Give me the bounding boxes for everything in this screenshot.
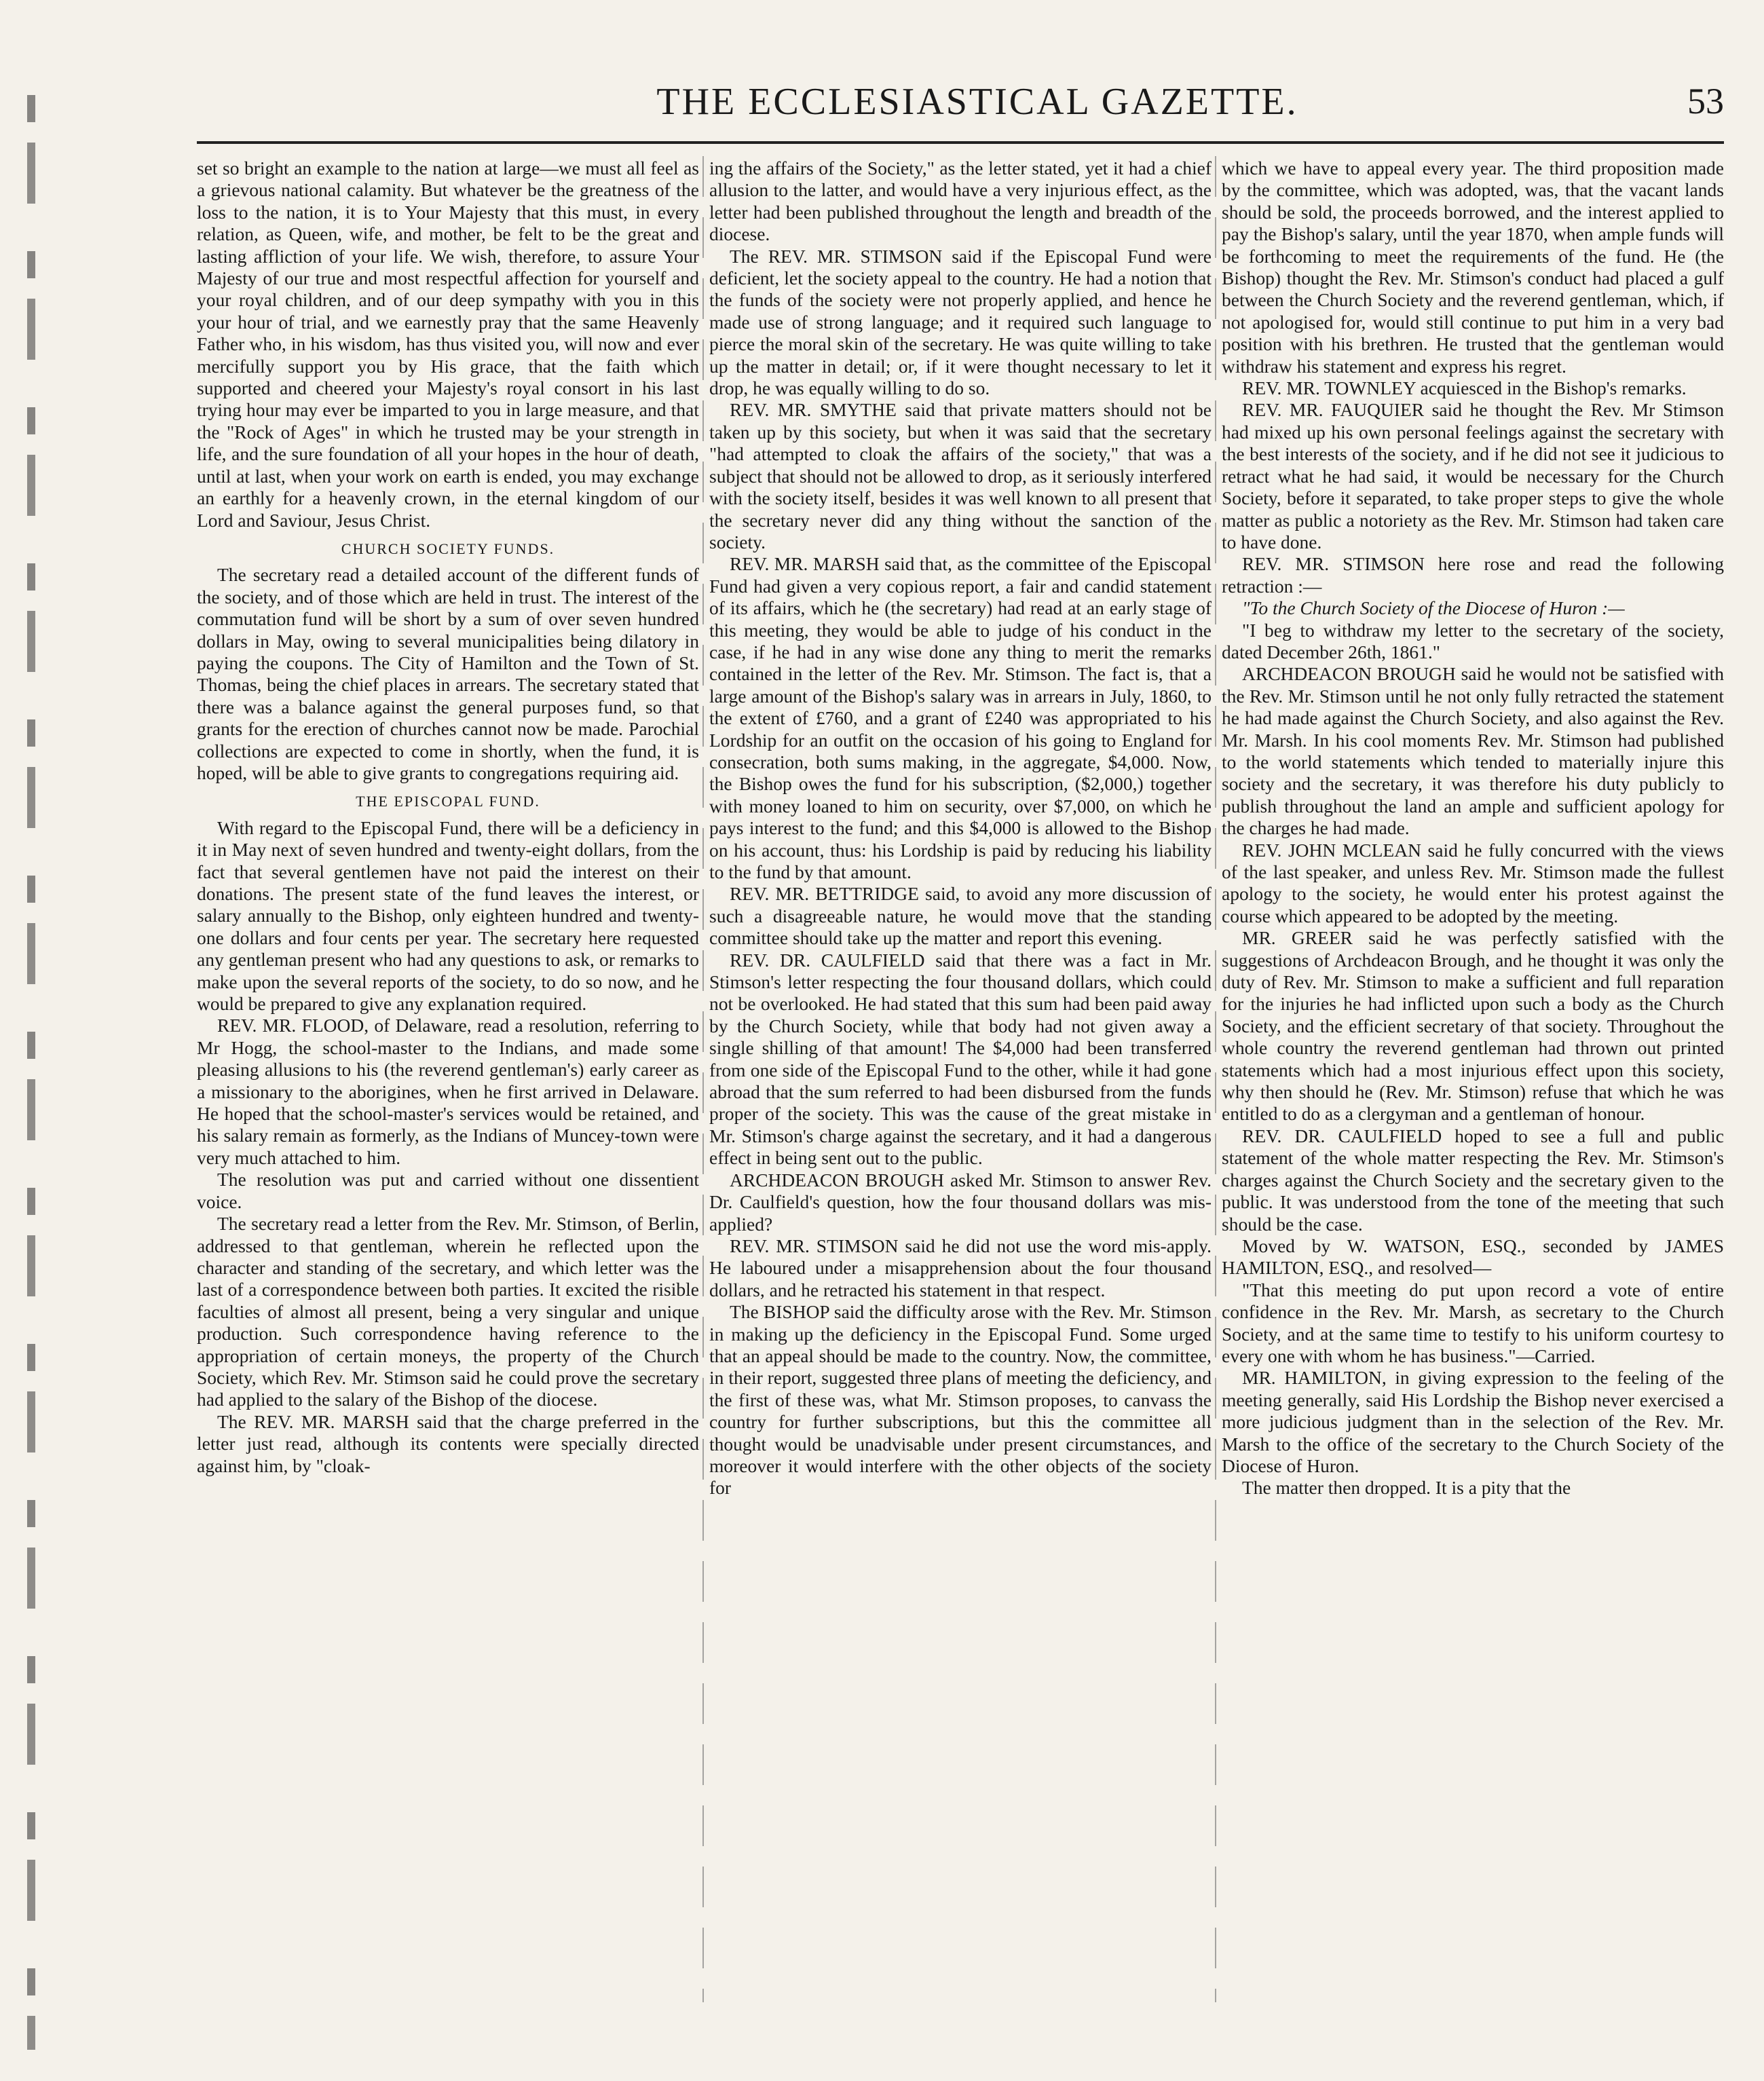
paragraph: ARCHDEACON BROUGH asked Mr. Stimson to answer Rev. Dr. Caulfield's question, how the four thousand dollars was mis-applied? [709,1169,1212,1235]
paragraph: REV. JOHN MCLEAN said he fully concurred with the views of the last speaker, and unless Rev. Mr. Stimson made the fullest apology to the society, he would enter his protest against the course which appeared to be adopted by the meeting. [1222,839,1724,926]
binding-edge-mark [27,95,35,2050]
paragraph: The resolution was put and carried without one dissentient voice. [197,1169,699,1212]
paragraph: REV. MR. FLOOD, of Delaware, read a resolution, referring to Mr Hogg, the school-master to the Indians, and made some pleasing allusions to his (the reverend gentleman's) early career as a missionary to the aborigines, when he first arrived in Delaware. He hoped that the school-master's services would be retained, and his salary remain as formerly, as the Indians of Muncey-town were very much attached to him. [197,1015,699,1168]
column-1 [197,157,699,2044]
section-heading: CHURCH SOCIETY FUNDS. [341,540,555,557]
paragraph: The matter then dropped. It is a pity that the [1242,1477,1571,1499]
paragraph: The REV. MR. MARSH said that the charge preferred in the letter just read, although its contents were specially directed against him, by "cloak- [197,1410,699,1476]
paragraph: The BISHOP said the difficulty arose with the Rev. Mr. Stimson in making up the deficiency in the Episcopal Fund. Some urged that an appeal should be made to the country. Now, the committee, in their report, suggested three plans of meeting the deficiency, and the first of these was, what Mr. Stimson proposes, to canvass the country for further subscriptions, but this the committee all thought would be unadvisable under present circumstances, and moreover it would interfere with the other objects of the society for [709,1301,1212,1499]
paragraph: Moved by W. WATSON, ESQ., seconded by JAMES HAMILTON, ESQ., and resolved— [1222,1235,1724,1279]
paragraph: REV. DR. CAULFIELD hoped to see a full and public statement of the whole matter respecting the Rev. Mr. Stimson's charges against the Church Society and the secretary given to the public. It was understood from the tone of the meeting that such should be the case. [1222,1125,1724,1235]
paragraph: which we have to appeal every year. The third proposition made by the committee, which was adopted, was, that the vacant lands should be sold, the proceeds borrowed, and the interest applied to pay the Bishop's salary, until the year 1870, when ample funds will be forthcoming to meet the requirements of the fund. He (the Bishop) thought the Rev. Mr. Stimson's conduct had placed a gulf between the Church Society and the reverend gentleman, which, if not apologised for, would still continue to put him in a very bad position with his brethren. He trusted that the gentleman would withdraw his statement and express his regret. [1222,157,1724,377]
paragraph: MR. GREER said he was perfectly satisfied with the suggestions of Archdeacon Brough, and he thought it was only the duty of Rev. Mr. Stimson to make a sufficient and full reparation for the injuries he had inflicted upon such a body as the Church Society, and the efficient secretary of that society. Throughout the whole country the reverend gentleman had thrown out printed statements which had a most injurious effect upon this society, why then should he (Rev. Mr. Stimson) refuse that which he was entitled to do as a clergyman and a gentleman of honour. [1222,927,1724,1125]
paragraph: REV. MR. SMYTHE said that private matters should not be taken up by this society, but when it was said that the secretary "had attempted to cloak the affairs of the society," that was a subject that should not be allowed to drop, as it seriously interfered with the society itself, besides it was well known to all present that the secretary never did any thing without the sanction of the society. [709,399,1212,552]
paragraph: REV. MR. STIMSON here rose and read the following retraction :— [1222,553,1724,597]
page-header [197,80,1724,134]
column-divider [1215,156,1216,2002]
paragraph: The secretary read a letter from the Rev. Mr. Stimson, of Berlin, addressed to that gentleman, wherein he reflected upon the character and standing of the secretary, and which letter was the last of a correspondence between both parties. It excited the risible faculties of almost all present, being a very singular and unique production. Such correspondence having reference to the appropriation of certain moneys, the property of the Church Society, which Rev. Mr. Stimson said he could prove the secretary had applied to the salary of the Bishop of the diocese. [197,1213,699,1410]
paragraph: REV. MR. FAUQUIER said he thought the Rev. Mr Stimson had mixed up his own personal feelings against the secretary with the best interests of the society, and if he did not see it judicious to retract what he had said, it would be necessary for the Church Society, before it separated, to take proper steps to give the whole matter as public a notoriety as the Rev. Mr. Stimson had taken care to have done. [1222,399,1724,552]
paragraph: REV. MR. MARSH said that, as the committee of the Episcopal Fund had given a very copious report, a fair and candid statement of its affairs, which he (the secretary) had read at an early stage of this meeting, they would be able to judge of his conduct in the case, if he had in any wise done any thing to merit the remarks contained in the letter of the Rev. Mr. Stimson. The fact is, that a large amount of the Bishop's salary was in arrears in July, 1860, to the extent of £760, and a grant of £240 was appropriated to his Lordship for an outfit on the occasion of his going to England for consecration, both sums making, in the aggregate, $4,000. Now, the Bishop owes the fund for his subscription, ($2,000,) together with money loaned to him on security, over $7,000, on which he pays interest to the fund; and this $4,000 is allowed to the Bishop on his account, thus: his Lordship is paid by reducing his liability to the fund by that amount. [709,553,1212,882]
header-rule [197,141,1724,144]
publication-title: THE ECCLESIASTICAL GAZETTE. [656,81,1298,123]
paragraph: set so bright an example to the nation at large—we must all feel as a grievous national calamity. But whatever be the greatness of the loss to the nation, it is to Your Majesty that this must, in every relation, as Queen, wife, and mother, be felt to be the great and lasting affliction of your life. We wish, therefore, to assure Your Majesty of our true and most respectful affection for yourself and your royal children, and of our deep sympathy with you in this your hour of trial, and we earnestly pray that the same Heavenly Father who, in his wisdom, has thus visited you, will now and ever mercifully support you by His grace, that the faith which supported and cheered your Majesty's royal consort in his last trying hour may ever be imparted to you in large measure, and that the "Rock of Ages" in which he trusted may be your strength in life, and the sure foundation of all your hopes in the hour of death, until at last, when your work on earth is ended, you may exchange an earthly for a heavenly crown, in the eternal kingdom of our Lord and Saviour, Jesus Christ. [197,157,699,531]
paragraph: The REV. MR. STIMSON said if the Episcopal Fund were deficient, let the society appeal to the country. He had a notion that the funds of the society were not properly applied, and hence he made use of strong language; and it required such language to pierce the moral skin of the secretary. He was quite willing to take up the matter in detail; or, if it were thought necessary to let it drop, he was equally willing to do so. [709,245,1212,399]
paragraph: REV. MR. TOWNLEY acquiesced in the Bishop's remarks. [1242,377,1687,399]
quoted-address: "To the Church Society of the Diocese of Huron :— [1242,597,1625,619]
column-divider [702,156,704,2002]
paragraph: REV. DR. CAULFIELD said that there was a fact in Mr. Stimson's letter respecting the four thousand dollars, which could not be overlooked. He had stated that this sum had been paid away by the Church Society, while that body had not given away a single shilling of that amount! The $4,000 had been transferred from one side of the Episcopal Fund to the other, while it had gone abroad that the sum referred to had been disbursed from the funds proper of the society. This was the cause of the great mistake in Mr. Stimson's charge against the secretary, and it had a dangerous effect in being sent out to the public. [709,949,1212,1169]
paragraph: With regard to the Episcopal Fund, there will be a deficiency in it in May next of seven hundred and twenty-eight dollars, from the fact that several gentlemen have not paid the interest on their donations. The present state of the fund leaves the interest, or salary annually to the Bishop, only eighteen hundred and twenty-one dollars and four cents per year. The secretary here requested any gentleman present who had any questions to ask, or remarks to make upon the several reports of the society, to do so now, and he would be prepared to give any explanation required. [197,817,699,1015]
column-2 [709,157,1212,2044]
paragraph: The secretary read a detailed account of the different funds of the society, and of those which are held in trust. The interest of the commutation fund will be short by a sum of over seven hundred dollars in May, owing to several municipalities being dilatory in paying the coupons. The City of Hamilton and the Town of St. Thomas, being the chief places in arrears. The secretary stated that there was a balance against the general purposes fund, so that grants for the erection of churches cannot now be made. Parochial collections are expected to come in shortly, when the fund, it is hoped, will be able to give grants to congregations requiring aid. [197,564,699,783]
page-number: 53 [1687,81,1724,121]
paragraph: "I beg to withdraw my letter to the secretary of the society, dated December 26th, 1861." [1222,619,1724,662]
paragraph: REV. MR. BETTRIDGE said, to avoid any more discussion of such a disagreeable nature, he would move that the standing committee should take up the matter and report this evening. [709,883,1212,949]
paragraph: MR. HAMILTON, in giving expression to the feeling of the meeting generally, said His Lordship the Bishop never exercised a more judicious judgment than in the selection of the Rev. Mr. Marsh to the office of the secretary to the Church Society of the Diocese of Huron. [1222,1367,1724,1476]
column-3 [1222,157,1724,2044]
section-heading: THE EPISCOPAL FUND. [356,793,540,810]
paragraph: ARCHDEACON BROUGH said he would not be satisfied with the Rev. Mr. Stimson until he not only fully retracted the statement he had made against the Church Society, and also against the Rev. Mr. Marsh. In his cool moments Rev. Mr. Stimson had published to the world statements which tended to materially injure this society and the secretary, it was therefore his duty publicly to publish throughout the land an ample and sufficient apology for the charges he had made. [1222,663,1724,839]
paragraph: "That this meeting do put upon record a vote of entire confidence in the Rev. Mr. Marsh, as secretary to the Church Society, and at the same time to testify to his uniform courtesy to every one with whom he has business."—Carried. [1222,1279,1724,1366]
paragraph: REV. MR. STIMSON said he did not use the word mis-apply. He laboured under a misapprehension about the four thousand dollars, and he retracted his statement in that respect. [709,1235,1212,1300]
paragraph: ing the affairs of the Society," as the letter stated, yet it had a chief allusion to the latter, and would have a very injurious effect, as the letter had been published throughout the length and breadth of the diocese. [709,157,1212,245]
